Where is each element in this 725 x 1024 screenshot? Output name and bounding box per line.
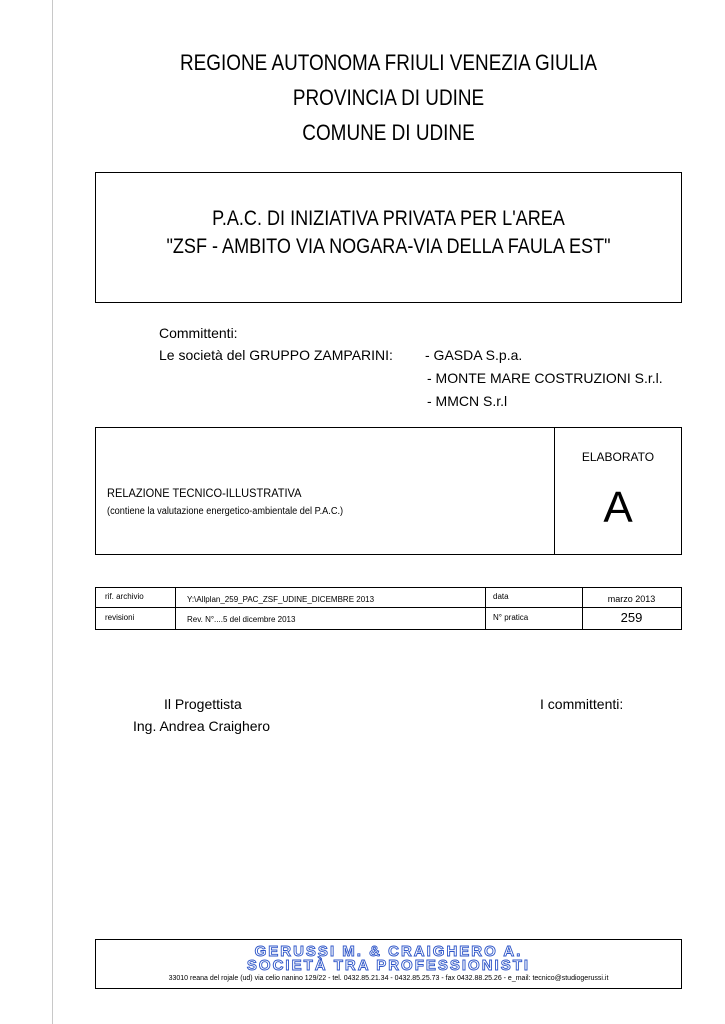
firm-footer-box <box>95 939 682 989</box>
firm-name: GERUSSI M. & CRAIGHERO A. <box>254 943 523 960</box>
header-municipality: COMUNE DI UDINE <box>302 120 475 145</box>
elaborato-label: ELABORATO <box>581 450 655 464</box>
page-margin-line <box>52 0 53 1024</box>
document-box <box>95 427 682 555</box>
info-table <box>95 587 682 630</box>
info-table-col-divider <box>175 588 176 629</box>
project-title-box <box>95 172 682 303</box>
client-company-1: - GASDA S.p.a. <box>425 347 523 363</box>
data-label: data <box>493 592 509 601</box>
document-title: RELAZIONE TECNICO-ILLUSTRATIVA <box>107 486 302 500</box>
header-province: PROVINCIA DI UDINE <box>292 85 485 110</box>
clients-heading: Committenti: <box>159 325 238 341</box>
firm-type: SOCIETÀ TRA PROFESSIONISTI <box>246 957 531 974</box>
rif-archivio-label: rif. archivio <box>105 592 144 601</box>
pratica-label: N° pratica <box>493 613 529 622</box>
designer-name: Ing. Andrea Craighero <box>133 718 270 734</box>
info-table-col-divider <box>485 588 486 629</box>
data-value: marzo 2013 <box>607 594 656 604</box>
elaborato-letter: A <box>603 483 633 532</box>
header-region: REGIONE AUTONOMA FRIULI VENEZIA GIULIA <box>179 50 598 75</box>
clients-group-label: Le società del GRUPPO ZAMPARINI: <box>159 347 393 363</box>
rif-archivio-value: Y:\Allplan_259_PAC_ZSF_UDINE_DICEMBRE 2013 <box>187 595 375 604</box>
revisioni-value: Rev. N°....5 del dicembre 2013 <box>187 615 296 624</box>
document-subtitle: (contiene la valutazione energetico-ambientale del P.A.C.) <box>107 506 344 517</box>
firm-contact: 33010 reana del rojale (ud) via celio nanino 129/22 - tel. 0432.85.21.34 - 0432.85.25.73 - fax 0432.88.25.26 - e_mail: tecnico@studiogerussi.it <box>168 975 609 982</box>
client-company-3: - MMCN S.r.l <box>427 393 508 409</box>
revisioni-label: revisioni <box>105 613 135 622</box>
project-title-line1: P.A.C. DI INIZIATIVA PRIVATA PER L'AREA <box>212 207 565 230</box>
project-title-line2: "ZSF - AMBITO VIA NOGARA-VIA DELLA FAULA EST" <box>166 235 611 258</box>
client-company-2: - MONTE MARE COSTRUZIONI S.r.l. <box>427 370 663 386</box>
clients-signature-label: I committenti: <box>540 696 624 712</box>
pratica-value: 259 <box>620 610 643 625</box>
designer-label: Il Progettista <box>164 696 242 712</box>
info-table-row-divider <box>96 607 681 608</box>
